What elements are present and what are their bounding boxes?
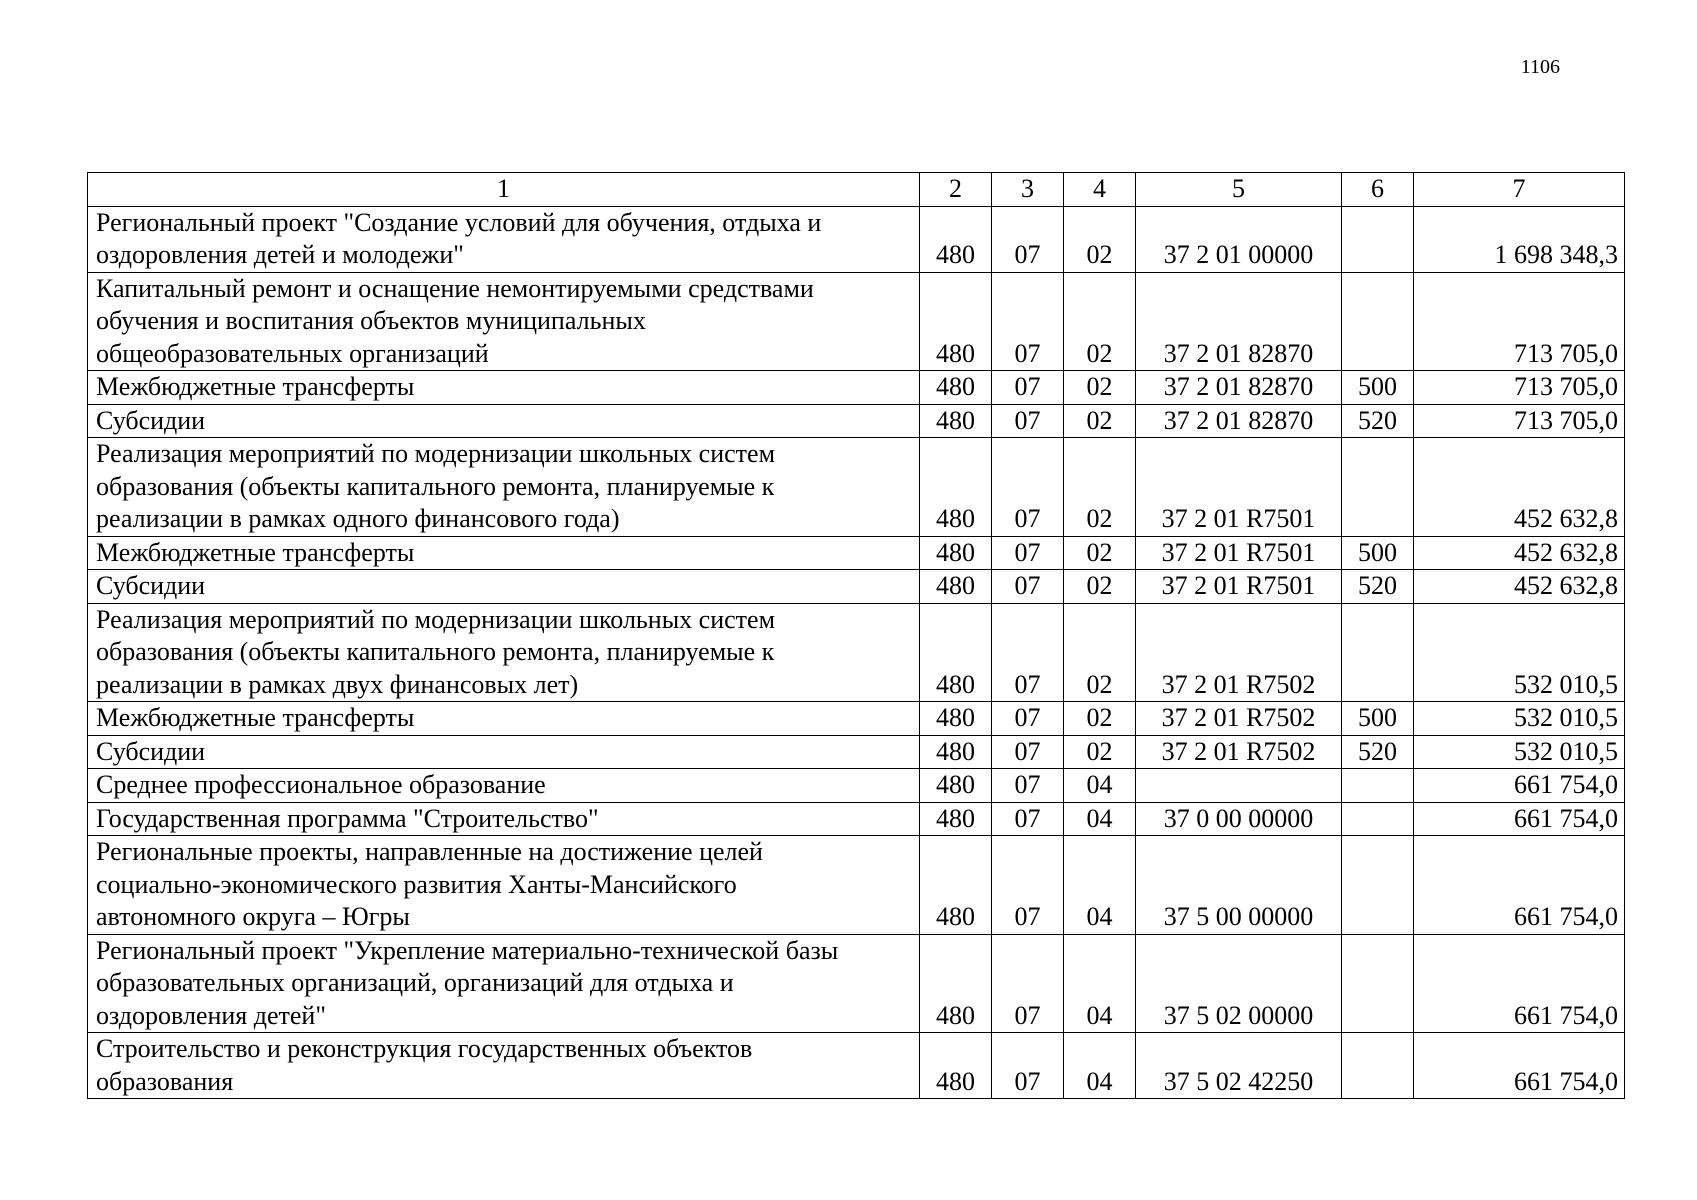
- expense-type-cell: [1342, 836, 1414, 935]
- section-code-cell: 07: [992, 1033, 1064, 1099]
- table-row: [88, 272, 1625, 371]
- subsection-code-cell: 02: [1064, 438, 1136, 537]
- row-name-line: Межбюджетные трансферты: [96, 372, 415, 401]
- column-header: 7: [1414, 173, 1625, 207]
- subsection-code-cell: 04: [1064, 769, 1136, 803]
- expense-type-cell: 500: [1342, 702, 1414, 736]
- row-name-line: общеобразовательных организаций: [96, 338, 489, 368]
- row-name-cell: [88, 769, 920, 803]
- row-name-line: образования (объекты капитального ремонта, планируемые к: [96, 637, 775, 666]
- row-name-cell: [88, 371, 920, 405]
- subsection-code-cell: 02: [1064, 570, 1136, 604]
- row-name-cell: [88, 836, 920, 935]
- amount-cell: 532 010,5: [1414, 735, 1625, 769]
- table-row: [88, 769, 1625, 803]
- ministry-code-cell: 480: [920, 769, 992, 803]
- ministry-code-cell: 480: [920, 570, 992, 604]
- target-article-cell: 37 5 02 00000: [1136, 934, 1342, 1033]
- expense-type-cell: 520: [1342, 570, 1414, 604]
- table-row: [88, 836, 1625, 935]
- table-row: [88, 735, 1625, 769]
- row-name-line: Среднее профессиональное образование: [96, 770, 546, 799]
- row-name-line: образования: [96, 1066, 234, 1096]
- expense-type-cell: [1342, 769, 1414, 803]
- target-article-cell: 37 2 01 R7501: [1136, 536, 1342, 570]
- ministry-code-cell: 480: [920, 1033, 992, 1099]
- subsection-code-cell: 04: [1064, 802, 1136, 836]
- page-number: 1106: [1520, 56, 1560, 78]
- row-name-cell: [88, 802, 920, 836]
- amount-cell: 713 705,0: [1414, 404, 1625, 438]
- row-name-cell: [88, 934, 920, 1033]
- ministry-code-cell: 480: [920, 702, 992, 736]
- target-article-cell: 37 2 01 R7502: [1136, 603, 1342, 702]
- expense-type-cell: [1342, 438, 1414, 537]
- row-name-line: Региональный проект "Создание условий для обучения, отдыха и: [96, 207, 822, 237]
- row-name-line: образовательных организаций, организаций для отдыха и: [96, 968, 734, 997]
- section-code-cell: 07: [992, 206, 1064, 272]
- row-name-line: Строительство и реконструкция государственных объектов: [96, 1034, 753, 1063]
- expense-type-cell: 500: [1342, 371, 1414, 405]
- amount-cell: 452 632,8: [1414, 438, 1625, 537]
- expense-type-cell: [1342, 802, 1414, 836]
- row-name-line: обучения и воспитания объектов муниципальных: [96, 306, 646, 335]
- subsection-code-cell: 02: [1064, 206, 1136, 272]
- amount-cell: 452 632,8: [1414, 570, 1625, 604]
- amount-cell: 661 754,0: [1414, 836, 1625, 935]
- row-name-line: Реализация мероприятий по модернизации школьных систем: [96, 604, 776, 634]
- target-article-cell: 37 2 01 82870: [1136, 371, 1342, 405]
- target-article-cell: 37 2 01 R7501: [1136, 570, 1342, 604]
- row-name-cell: [88, 438, 920, 537]
- row-name-line: социально-экономического развития Ханты-Мансийского: [96, 869, 737, 899]
- row-name-line: Субсидии: [96, 571, 206, 600]
- expense-type-cell: 500: [1342, 536, 1414, 570]
- ministry-code-cell: 480: [920, 371, 992, 405]
- row-name-cell: [88, 702, 920, 736]
- column-header: 2: [920, 173, 992, 207]
- row-name-line: оздоровления детей и молодежи": [96, 240, 464, 269]
- amount-cell: 1 698 348,3: [1414, 206, 1625, 272]
- table-body: [88, 173, 1625, 1099]
- amount-cell: 532 010,5: [1414, 603, 1625, 702]
- expense-type-cell: [1342, 934, 1414, 1033]
- ministry-code-cell: 480: [920, 206, 992, 272]
- row-name-line: Субсидии: [96, 405, 206, 435]
- table-row: [88, 1033, 1625, 1099]
- ministry-code-cell: 480: [920, 735, 992, 769]
- section-code-cell: 07: [992, 570, 1064, 604]
- ministry-code-cell: 480: [920, 934, 992, 1033]
- row-name-line: Межбюджетные трансферты: [96, 537, 415, 567]
- subsection-code-cell: 04: [1064, 1033, 1136, 1099]
- row-name-line: Реализация мероприятий по модернизации школьных систем: [96, 439, 776, 468]
- row-name-line: Региональные проекты, направленные на достижение целей: [96, 837, 763, 866]
- table-row: [88, 371, 1625, 405]
- section-code-cell: 07: [992, 272, 1064, 371]
- target-article-cell: 37 2 01 R7502: [1136, 735, 1342, 769]
- table-row: [88, 802, 1625, 836]
- ministry-code-cell: 480: [920, 272, 992, 371]
- section-code-cell: 07: [992, 438, 1064, 537]
- amount-cell: 452 632,8: [1414, 536, 1625, 570]
- section-code-cell: 07: [992, 603, 1064, 702]
- section-code-cell: 07: [992, 934, 1064, 1033]
- row-name-cell: [88, 404, 920, 438]
- target-article-cell: 37 5 00 00000: [1136, 836, 1342, 935]
- table-row: [88, 206, 1625, 272]
- table-row: [88, 702, 1625, 736]
- header-row: [88, 173, 1625, 207]
- target-article-cell: 37 2 01 R7501: [1136, 438, 1342, 537]
- subsection-code-cell: 04: [1064, 836, 1136, 935]
- table-row: [88, 536, 1625, 570]
- expense-type-cell: 520: [1342, 735, 1414, 769]
- expense-type-cell: [1342, 1033, 1414, 1099]
- table-row: [88, 570, 1625, 604]
- budget-table: [87, 172, 1625, 1099]
- section-code-cell: 07: [992, 536, 1064, 570]
- target-article-cell: [1136, 769, 1342, 803]
- amount-cell: 532 010,5: [1414, 702, 1625, 736]
- subsection-code-cell: 04: [1064, 934, 1136, 1033]
- row-name-line: Региональный проект "Укрепление материально-технической базы: [96, 935, 839, 965]
- expense-type-cell: [1342, 603, 1414, 702]
- target-article-cell: 37 2 01 R7502: [1136, 702, 1342, 736]
- target-article-cell: 37 5 02 42250: [1136, 1033, 1342, 1099]
- ministry-code-cell: 480: [920, 438, 992, 537]
- table-row: [88, 603, 1625, 702]
- target-article-cell: 37 2 01 00000: [1136, 206, 1342, 272]
- target-article-cell: 37 2 01 82870: [1136, 404, 1342, 438]
- amount-cell: 661 754,0: [1414, 802, 1625, 836]
- column-header: 6: [1342, 173, 1414, 207]
- row-name-line: образования (объекты капитального ремонта, планируемые к: [96, 471, 775, 501]
- amount-cell: 661 754,0: [1414, 1033, 1625, 1099]
- subsection-code-cell: 02: [1064, 603, 1136, 702]
- section-code-cell: 07: [992, 735, 1064, 769]
- row-name-line: автономного округа – Югры: [96, 902, 410, 931]
- amount-cell: 661 754,0: [1414, 934, 1625, 1033]
- ministry-code-cell: 480: [920, 536, 992, 570]
- subsection-code-cell: 02: [1064, 371, 1136, 405]
- column-header: 5: [1136, 173, 1342, 207]
- column-header: 1: [88, 173, 920, 207]
- subsection-code-cell: 02: [1064, 702, 1136, 736]
- section-code-cell: 07: [992, 836, 1064, 935]
- row-name-cell: [88, 570, 920, 604]
- row-name-cell: [88, 1033, 920, 1099]
- expense-type-cell: [1342, 272, 1414, 371]
- ministry-code-cell: 480: [920, 603, 992, 702]
- amount-cell: 661 754,0: [1414, 769, 1625, 803]
- row-name-cell: [88, 735, 920, 769]
- table-row: [88, 438, 1625, 537]
- subsection-code-cell: 02: [1064, 735, 1136, 769]
- section-code-cell: 07: [992, 404, 1064, 438]
- section-code-cell: 07: [992, 371, 1064, 405]
- row-name-line: Государственная программа "Строительство": [96, 803, 599, 833]
- row-name-cell: [88, 603, 920, 702]
- amount-cell: 713 705,0: [1414, 371, 1625, 405]
- ministry-code-cell: 480: [920, 836, 992, 935]
- section-code-cell: 07: [992, 769, 1064, 803]
- section-code-cell: 07: [992, 802, 1064, 836]
- section-code-cell: 07: [992, 702, 1064, 736]
- table-row: [88, 934, 1625, 1033]
- expense-type-cell: 520: [1342, 404, 1414, 438]
- subsection-code-cell: 02: [1064, 404, 1136, 438]
- ministry-code-cell: 480: [920, 404, 992, 438]
- row-name-line: Межбюджетные трансферты: [96, 703, 415, 732]
- amount-cell: 713 705,0: [1414, 272, 1625, 371]
- target-article-cell: 37 2 01 82870: [1136, 272, 1342, 371]
- subsection-code-cell: 02: [1064, 536, 1136, 570]
- row-name-line: Капитальный ремонт и оснащение немонтируемыми средствами: [96, 273, 814, 303]
- ministry-code-cell: 480: [920, 802, 992, 836]
- row-name-cell: [88, 206, 920, 272]
- table-row: [88, 404, 1625, 438]
- row-name-line: Субсидии: [96, 736, 206, 766]
- row-name-cell: [88, 272, 920, 371]
- row-name-cell: [88, 536, 920, 570]
- column-header: 4: [1064, 173, 1136, 207]
- row-name-line: реализации в рамках одного финансового года): [96, 504, 620, 533]
- row-name-line: оздоровления детей": [96, 1000, 326, 1030]
- target-article-cell: 37 0 00 00000: [1136, 802, 1342, 836]
- expense-type-cell: [1342, 206, 1414, 272]
- column-header: 3: [992, 173, 1064, 207]
- row-name-line: реализации в рамках двух финансовых лет): [96, 669, 579, 699]
- subsection-code-cell: 02: [1064, 272, 1136, 371]
